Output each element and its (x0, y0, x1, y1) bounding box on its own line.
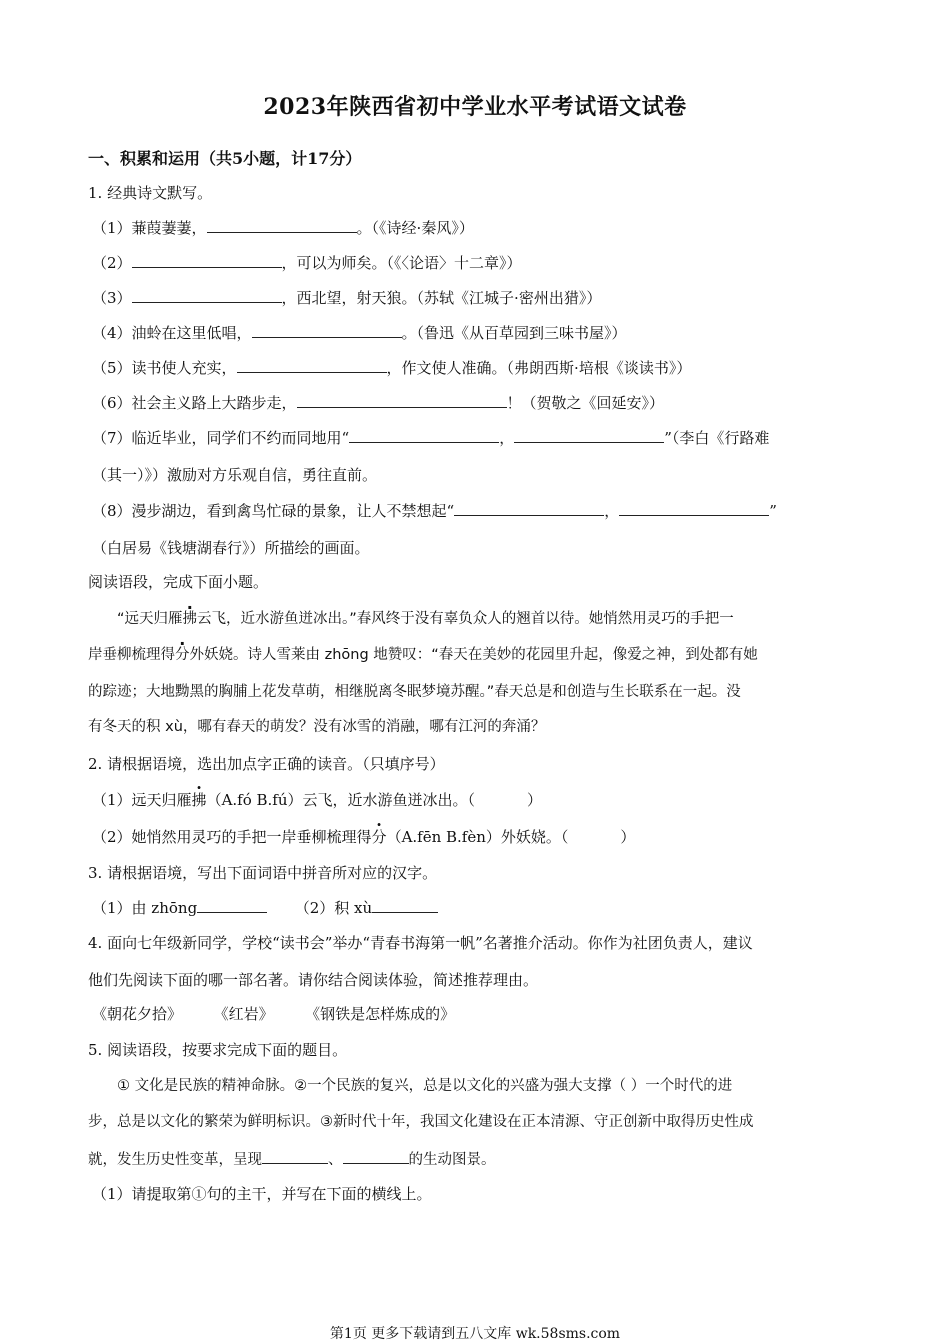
q5-stem: 5. 阅读语段，按要求完成下面的题目。 (88, 1041, 348, 1059)
q1-item-5: （5）读书使人充实， ，作文使人准确。（弗朗西斯·培根《谈读书》） (92, 359, 692, 377)
q5-passage-line: 就，发生历史性变革，呈现 、 的生动图景。 (88, 1149, 496, 1170)
q5-passage-line: ① 文化是民族的精神命脉。②一个民族的复兴，总是以文化的兴盛为强大支撑（ ）一个时代的进 (117, 1078, 733, 1094)
q1-item-7-cont: （其一）》）激励对方乐观自信，勇往直前。 (92, 466, 378, 484)
passage-line: 的踪迹；大地黝黑的胸脯上花发草萌，相继脱离冬眠梦境苏醒。”春天总是和创造与生长联系在一起。没 (88, 684, 741, 700)
dotted-char: 分 (371, 828, 387, 846)
passage-line: 有冬天的积 xù，哪有春天的萌发？没有冰雪的消融，哪有江河的奔涌？ (88, 719, 546, 735)
q1-item-2: （2） ，可以为师矣。（《〈论语〉十二章》） (92, 254, 522, 272)
answer-blank[interactable] (132, 253, 282, 268)
q1-item-4: （4）油蛉在这里低唱， 。（鲁迅《从百草园到三味书屋》） (92, 324, 627, 342)
q3-stem: 3. 请根据语境，写出下面词语中拼音所对应的汉字。 (88, 864, 438, 882)
answer-blank[interactable] (297, 393, 507, 408)
book-title: 《钢铁是怎样炼成的》 (305, 1005, 456, 1023)
q1-item-8-cont: （白居易《钱塘湖春行》）所描绘的画面。 (92, 539, 370, 557)
q5-passage-line: 步，总是以文化的繁荣为鲜明标识。③新时代十年，我国文化建设在正本清源、守正创新中取得历史性成 (88, 1114, 754, 1130)
q1-item-6: （6）社会主义路上大踏步走， ！（贺敬之《回延安》） (92, 394, 665, 412)
q1-item-1: （1）蒹葭萋萋， 。（《诗经·秦风》） (92, 219, 474, 237)
q1-stem: 1. 经典诗文默写。 (88, 184, 213, 202)
exam-title: 2023年陕西省初中学业水平考试语文试卷 (263, 94, 687, 120)
answer-blank[interactable] (343, 1149, 409, 1164)
answer-blank[interactable] (619, 501, 769, 516)
answer-blank[interactable] (454, 501, 604, 516)
q1-item-7: （7）临近毕业，同学们不约而同地用“ ， ”（李白《行路难 (92, 429, 770, 447)
answer-blank[interactable] (262, 1149, 328, 1164)
passage-line: 岸垂柳梳理得分外妖娆。诗人雪莱由 zhōng 地赞叹：“春天在美妙的花园里升起，像爱之神，到处都有她 (88, 647, 758, 663)
book-title: 《红岩》 (213, 1005, 274, 1023)
q2-item-2: （2）她悄然用灵巧的手把一岸垂柳梳理得分（A.fēn B.fèn）外妖娆。（ ） (92, 828, 636, 846)
dotted-char: 拂 (191, 791, 207, 809)
section-heading: 一、积累和运用（共5小题，计17分） (88, 149, 362, 168)
q2-stem: 2. 请根据语境，选出加点字正确的读音。（只填序号） (88, 755, 445, 773)
q1-item-3: （3） ，西北望，射天狼。（苏轼《江城子·密州出猎》） (92, 289, 602, 307)
q2-item-1: （1）远天归雁拂（A.fó B.fú）云飞，近水游鱼迸冰出。（ ） (92, 791, 543, 809)
passage-line: “远天归雁拂云飞，近水游鱼迸冰出。”春风终于没有辜负众人的翘首以待。她悄然用灵巧的手把一 (117, 611, 734, 627)
q5-sub-1: （1）请提取第①句的主干，并写在下面的横线上。 (92, 1185, 432, 1203)
reading-intro: 阅读语段，完成下面小题。 (88, 573, 269, 591)
answer-blank[interactable] (132, 288, 282, 303)
q4-stem-cont: 他们先阅读下面的哪一部名著。请你结合阅读体验，简述推荐理由。 (88, 971, 539, 989)
book-title: 《朝花夕拾》 (92, 1005, 183, 1023)
q4-stem: 4. 面向七年级新同学，学校“读书会”举办“青春书海第一帆”名著推介活动。你作为社团负责人，建议 (88, 934, 753, 952)
q1-item-8: （8）漫步湖边，看到禽鸟忙碌的景象，让人不禁想起“ ， ” (92, 502, 777, 520)
answer-blank[interactable] (372, 898, 438, 913)
q4-book-list (92, 1004, 455, 1024)
dotted-char: 拂 (182, 611, 198, 627)
dotted-char: 分 (175, 647, 190, 663)
page-footer: 第1页 更多下载请到五八文库 wk.58sms.com (329, 1326, 621, 1342)
answer-blank[interactable] (349, 428, 499, 443)
answer-blank[interactable] (197, 898, 267, 913)
q3-items: （1）由 zhōng （2）积 xù (92, 898, 438, 918)
answer-blank[interactable] (237, 358, 387, 373)
answer-blank[interactable] (252, 323, 402, 338)
answer-blank[interactable] (514, 428, 664, 443)
answer-blank[interactable] (207, 218, 357, 233)
